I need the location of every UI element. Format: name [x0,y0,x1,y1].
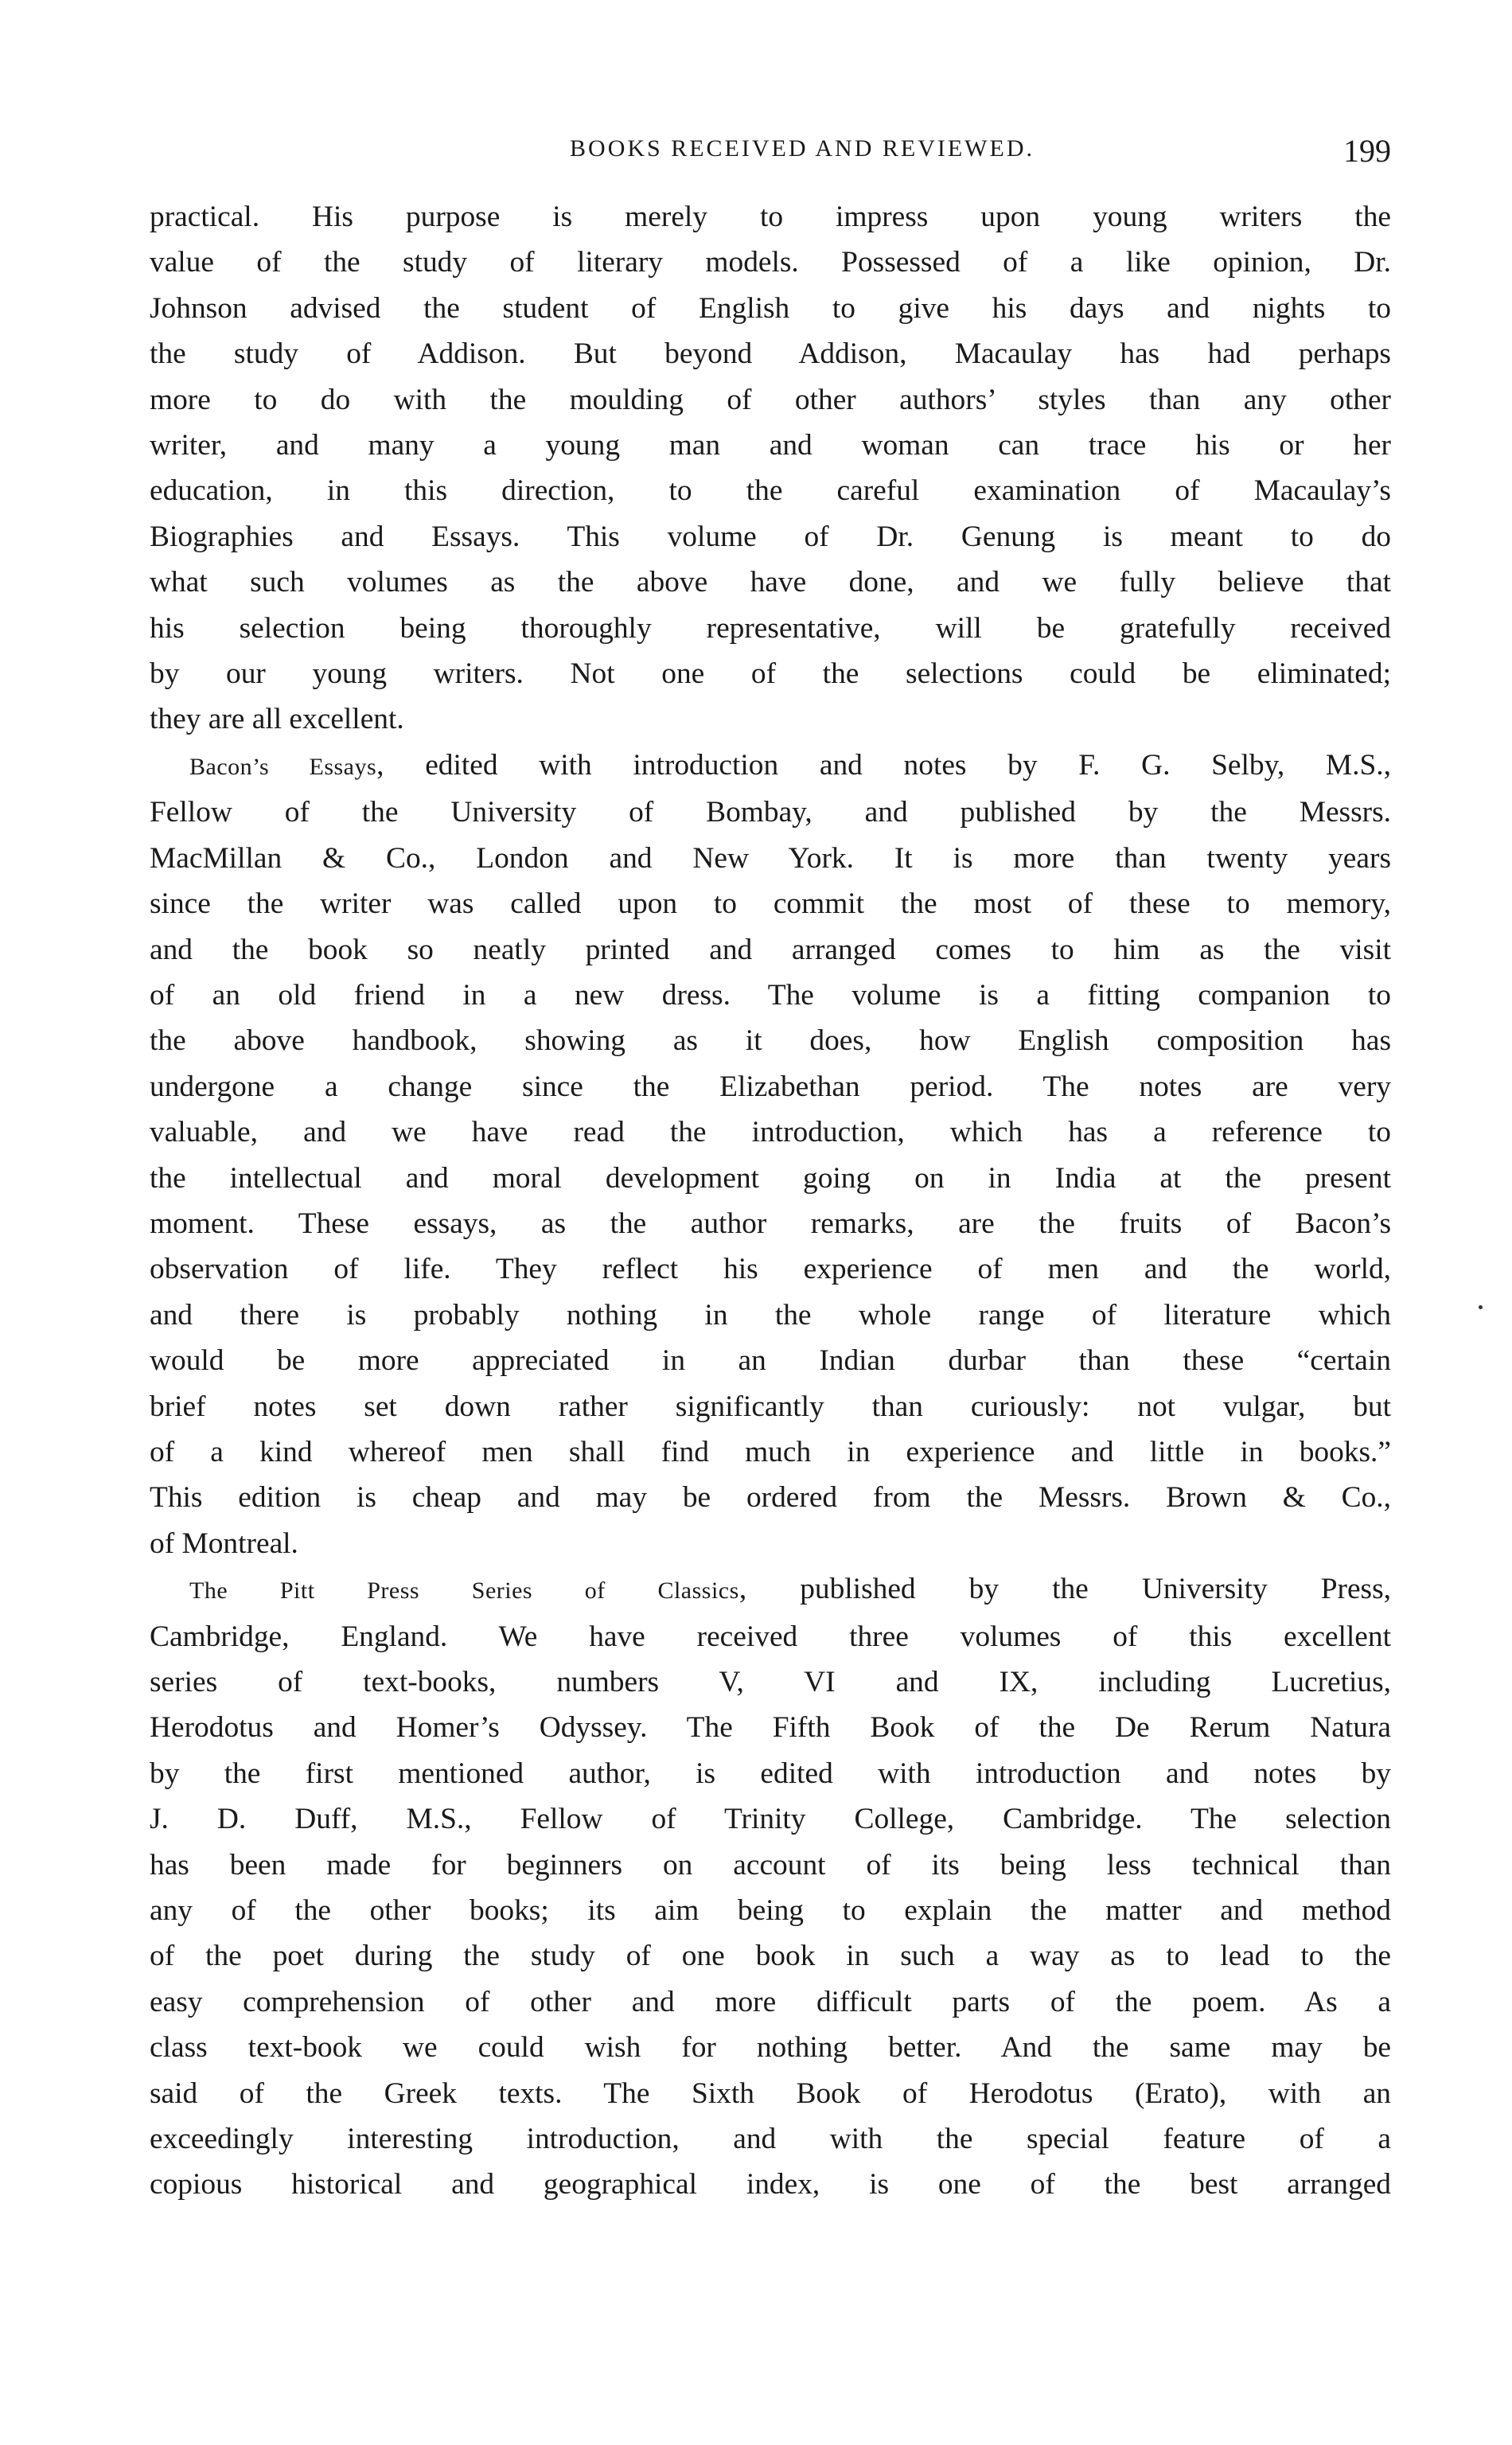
text-line: would be more appreciated in an Indian durbar than these “certain [150,1344,1391,1378]
text-line: by our young writers. Not one of the selections could be eliminated; [150,657,1391,691]
text-line: copious historical and geographical index, is one of the best arranged [150,2168,1391,2201]
text-line: This edition is cheap and may be ordered from the Messrs. Brown & Co., [150,1481,1391,1515]
text-line: undergone a change since the Elizabethan period. The notes are very [150,1070,1391,1103]
text-line: practical. His purpose is merely to impress upon young writers the [150,201,1391,233]
text-line: any of the other books; its aim being to explain the matter and method [150,1894,1391,1928]
text-line: J. D. Duff, M.S., Fellow of Trinity College, Cambridge. The selection [150,1803,1391,1836]
book-page [150,135,1391,2208]
text-line: they are all excellent. [150,703,404,736]
text-line: exceedingly interesting introduction, and with the special feature of a [150,2123,1391,2156]
text-line: brief notes set down rather significantly than curiously: not vulgar, but [150,1390,1391,1423]
text-line: and there is probably nothing in the whole range of literature which [150,1298,1391,1332]
text-line: the study of Addison. But beyond Addison, Macaulay has had perhaps [150,337,1391,371]
text-line: easy comprehension of other and more difficult parts of the poem. As a [150,1985,1391,2018]
text-line: value of the study of literary models. Possessed of a like opinion, Dr. [150,246,1391,279]
text-line: said of the Greek texts. The Sixth Book of Herodotus (Erato), with an [150,2076,1391,2110]
running-title: BOOKS RECEIVED AND REVIEWED. [570,135,1035,162]
paragraph-bacon-essays-review [150,743,1391,1566]
text-line: since the writer was called upon to commit the most of these to memory, [150,887,1391,921]
text-line: writer, and many a young man and woman can trace his or her [150,429,1391,462]
text-line: Fellow of the University of Bombay, and published by the Messrs. [150,796,1391,829]
text-line: moment. These essays, as the author remarks, are the fruits of Bacon’s [150,1207,1391,1240]
text-line: what such volumes as the above have done, and we fully believe that [150,566,1391,599]
text-line: of the poet during the study of one book in such a way as to lead to the [150,1940,1391,1973]
text-line: more to do with the moulding of other authors’ styles than any other [150,383,1391,416]
text-line: education, in this direction, to the careful examination of Macaulay’s [150,474,1391,508]
page-number: 199 [1343,133,1391,169]
text-line-tail: , edited with introduction and notes by F. G. Selby, M.S., [376,748,1391,782]
text-line: the intellectual and moral development going on in India at the present [150,1161,1391,1195]
review-title-pitt-press-series: The Pitt Press Series of Classics [189,1577,739,1605]
paragraph-genung-review [150,194,1391,743]
text-line: Cambridge, England. We have received three volumes of this excellent [150,1620,1391,1653]
margin-mark [1479,1305,1483,1309]
text-line: Herodotus and Homer’s Odyssey. The Fifth Book of the De Rerum Natura [150,1711,1391,1745]
text-line [150,743,1391,790]
text-line: valuable, and we have read the introduction, which has a reference to [150,1116,1391,1149]
paragraph-pitt-press-review [150,1566,1391,2208]
text-line-tail: , published by the University Press, [738,1573,1392,1606]
text-line: of Montreal. [150,1527,298,1560]
text-line: MacMillan & Co., London and New York. It is more than twenty years [150,841,1391,875]
text-line: series of text-books, numbers V, VI and IX, including Lucretius, [150,1666,1391,1698]
text-line: of a kind whereof men shall find much in experience and little in books.” [150,1435,1391,1468]
text-line: by the first mentioned author, is edited with introduction and notes by [150,1757,1391,1790]
text-line: observation of life. They reflect his experience of men and the world, [150,1253,1391,1286]
review-title-bacon-essays: Bacon’s Essays [189,753,377,780]
text-line: the above handbook, showing as it does, how English composition has [150,1024,1391,1058]
text-line: Biographies and Essays. This volume of Dr. Genung is meant to do [150,520,1391,553]
text-line: class text-book we could wish for nothing better. And the same may be [150,2031,1391,2065]
text-line: and the book so neatly printed and arranged comes to him as the visit [150,933,1391,966]
running-head [150,135,1391,183]
text-line: has been made for beginners on account of its being less technical than [150,1848,1391,1882]
text-line: of an old friend in a new dress. The volume is a fitting companion to [150,978,1391,1012]
text-line: his selection being thoroughly representative, will be gratefully received [150,611,1391,645]
text-line: Johnson advised the student of English to give his days and nights to [150,291,1391,325]
text-line [150,1566,1391,1613]
